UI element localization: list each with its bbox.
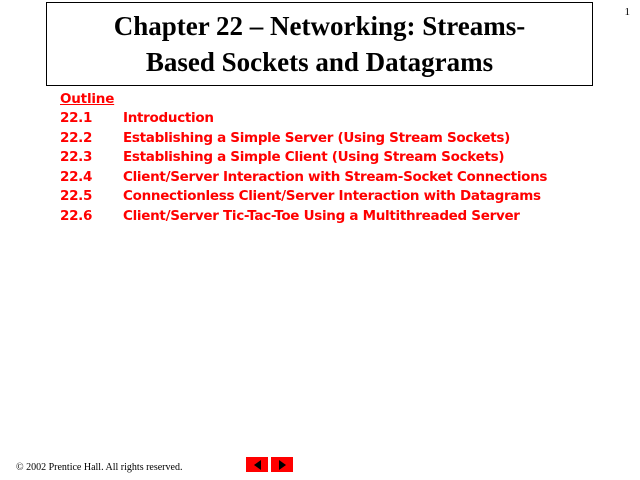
outline-heading[interactable]: Outline	[60, 91, 115, 107]
outline	[60, 90, 547, 226]
outline-item[interactable]	[60, 187, 547, 207]
outline-item-label: Establishing a Simple Client (Using Stream Sockets)	[123, 149, 505, 165]
title-line-2: Based Sockets and Datagrams	[145, 47, 494, 77]
title-box	[46, 2, 593, 86]
previous-slide-button[interactable]	[246, 457, 268, 472]
outline-item-label: Client/Server Interaction with Stream-Socket Connections	[123, 168, 548, 185]
right-triangle-icon	[279, 460, 286, 470]
outline-item-number: 22.1	[60, 110, 93, 126]
outline-item-label: Connectionless Client/Server Interaction with Datagrams	[123, 188, 541, 204]
outline-item-number: 22.5	[60, 188, 93, 204]
copyright-footer: © 2002 Prentice Hall. All rights reserved.	[16, 462, 183, 473]
outline-item[interactable]	[60, 109, 547, 129]
outline-item[interactable]	[60, 168, 547, 188]
outline-item-label: Introduction	[123, 110, 214, 126]
outline-item-number: 22.4	[60, 168, 93, 185]
outline-item-number: 22.6	[60, 207, 93, 224]
outline-item[interactable]	[60, 207, 547, 227]
outline-item-number: 22.3	[60, 149, 93, 165]
next-slide-button[interactable]	[271, 457, 293, 472]
title-line-1: Chapter 22 – Networking: Streams-	[113, 11, 526, 41]
outline-item-label: Client/Server Tic-Tac-Toe Using a Multithreaded Server	[123, 207, 520, 224]
outline-item-number: 22.2	[60, 129, 93, 146]
outline-item[interactable]	[60, 129, 547, 149]
outline-item-label: Establishing a Simple Server (Using Stream Sockets)	[123, 129, 510, 146]
page-number: 1	[624, 6, 630, 18]
outline-item[interactable]	[60, 148, 547, 168]
left-triangle-icon	[254, 460, 261, 470]
